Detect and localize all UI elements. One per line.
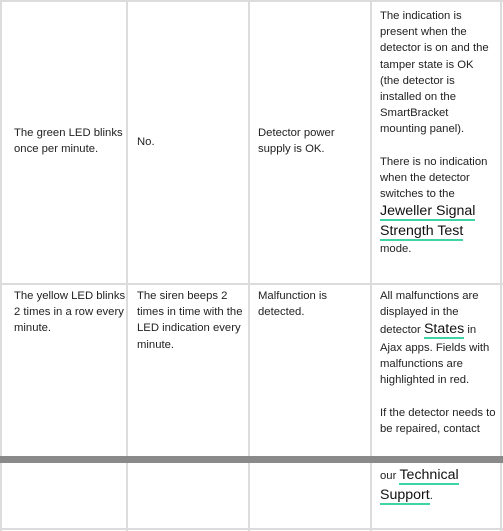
row-2-note-text-before: All malfunctions are displayed in the detector [380, 290, 479, 337]
row-1-indication-text: The green LED blinks once per minute. [14, 127, 123, 156]
row-2-note-continued-paragraph [380, 466, 496, 505]
row-1-sound [137, 134, 247, 150]
row-2-continued-text-before: our [380, 470, 397, 482]
row-1-note-paragraph-1: The indication is present when the detector is on and the tamper state is OK (the detector is installed on the SmartBracket mounting panel). [380, 10, 489, 136]
row-2-sound-text: The siren beeps 2 times in time with the LED indication every minute. [137, 290, 243, 351]
row-1-note-paragraph-2 [380, 154, 496, 258]
row-1-indication [14, 125, 126, 157]
states-link[interactable]: States [423, 321, 465, 338]
row-2-meaning [258, 288, 366, 320]
table-border-right [500, 0, 502, 531]
row-1-meaning [258, 125, 366, 157]
row-2-indication-text: The yellow LED blinks 2 times in a row every minute. [14, 290, 126, 335]
technical-support-link[interactable]: Technical Support [380, 467, 459, 503]
row-2-note-text-after: in Ajax apps. Fields with malfunctions are highlighted in red. [380, 324, 490, 387]
table-border-bottom [0, 528, 503, 530]
row-divider [0, 283, 503, 285]
column-divider-1 [126, 0, 128, 531]
page-break-bar [0, 456, 503, 463]
row-2-indication [14, 288, 126, 337]
table-border-top [0, 0, 503, 2]
row-1-note [380, 8, 496, 258]
row-2-note-paragraph-2: If the detector needs to be repaired, contact [380, 406, 496, 435]
jeweller-signal-strength-test-link[interactable]: Jeweller Signal Strength Test [380, 203, 476, 239]
row-2-note-paragraph-1 [380, 288, 497, 389]
row-1-note-text-after: mode. [380, 243, 412, 256]
column-divider-2 [248, 0, 250, 531]
column-divider-3 [370, 0, 372, 531]
row-1-meaning-text: Detector power supply is OK. [258, 127, 335, 156]
row-2-meaning-text: Malfunction is detected. [258, 290, 328, 319]
row-2-continued-text-after: . [429, 489, 433, 502]
row-1-note-text-before: There is no indication when the detector switches to the [380, 155, 488, 201]
row-2-note-continued [380, 466, 496, 505]
row-2-note [380, 288, 497, 437]
row-2-sound [137, 288, 247, 353]
row-1-sound-text: No. [137, 136, 155, 148]
table-border-left [0, 0, 2, 531]
